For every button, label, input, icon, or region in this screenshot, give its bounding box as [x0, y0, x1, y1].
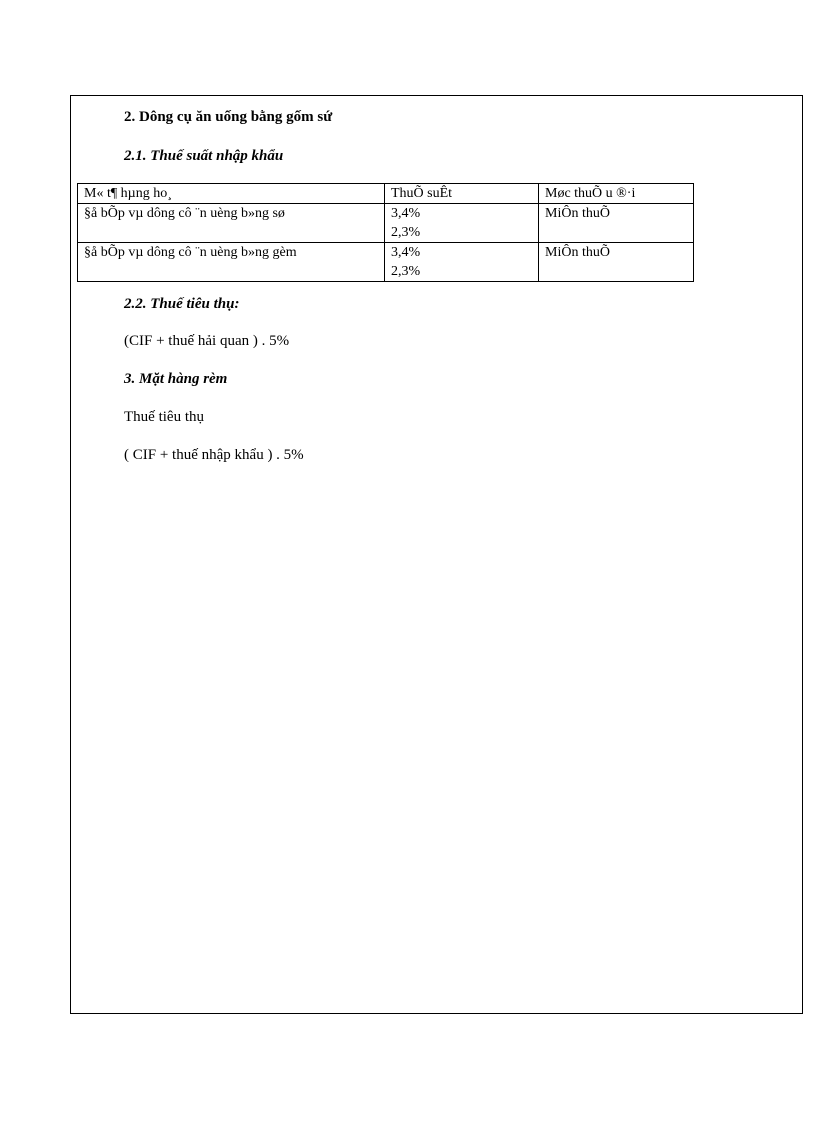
- row-description: §å bÕp vµ dông cô ¨n uèng b»ng gèm: [78, 243, 385, 282]
- tax-rate-value: 2,3%: [391, 225, 421, 240]
- tax-rate-value: 3,4%: [391, 245, 421, 260]
- table-header-row: [78, 184, 694, 204]
- section-2-1-heading: 2.1. Thuế suất nhập khẩu: [124, 148, 284, 164]
- table-row: [78, 204, 694, 243]
- row-preferential: MiÔn thuÕ: [539, 204, 694, 243]
- tax-rate-value: 2,3%: [391, 264, 421, 279]
- header-tax-rate: ThuÕ suÊt: [385, 184, 539, 204]
- row-tax-rates: [385, 243, 539, 282]
- tax-rate-value: 3,4%: [391, 206, 421, 221]
- section-3-formula: ( CIF + thuế nhập khẩu ) . 5%: [124, 447, 304, 463]
- row-preferential: MiÔn thuÕ: [539, 243, 694, 282]
- consumption-tax-formula: (CIF + thuế hải quan ) . 5%: [124, 333, 290, 349]
- header-preferential-rate: Møc thuÕ u ®·i: [539, 184, 694, 204]
- section-2-2-heading: 2.2. Thuế tiêu thụ:: [124, 296, 240, 312]
- section-3-heading: 3. Mặt hàng rèm: [124, 371, 228, 387]
- section-3-label: Thuế tiêu thụ: [124, 409, 204, 425]
- row-tax-rates: [385, 204, 539, 243]
- section-2-heading: 2. Dông cụ ăn uống bằng gốm sứ: [124, 109, 333, 125]
- tariff-table: [77, 183, 694, 282]
- header-description: M« t¶ hµng ho¸: [78, 184, 385, 204]
- row-description: §å bÕp vµ dông cô ¨n uèng b»ng sø: [78, 204, 385, 243]
- table-row: [78, 243, 694, 282]
